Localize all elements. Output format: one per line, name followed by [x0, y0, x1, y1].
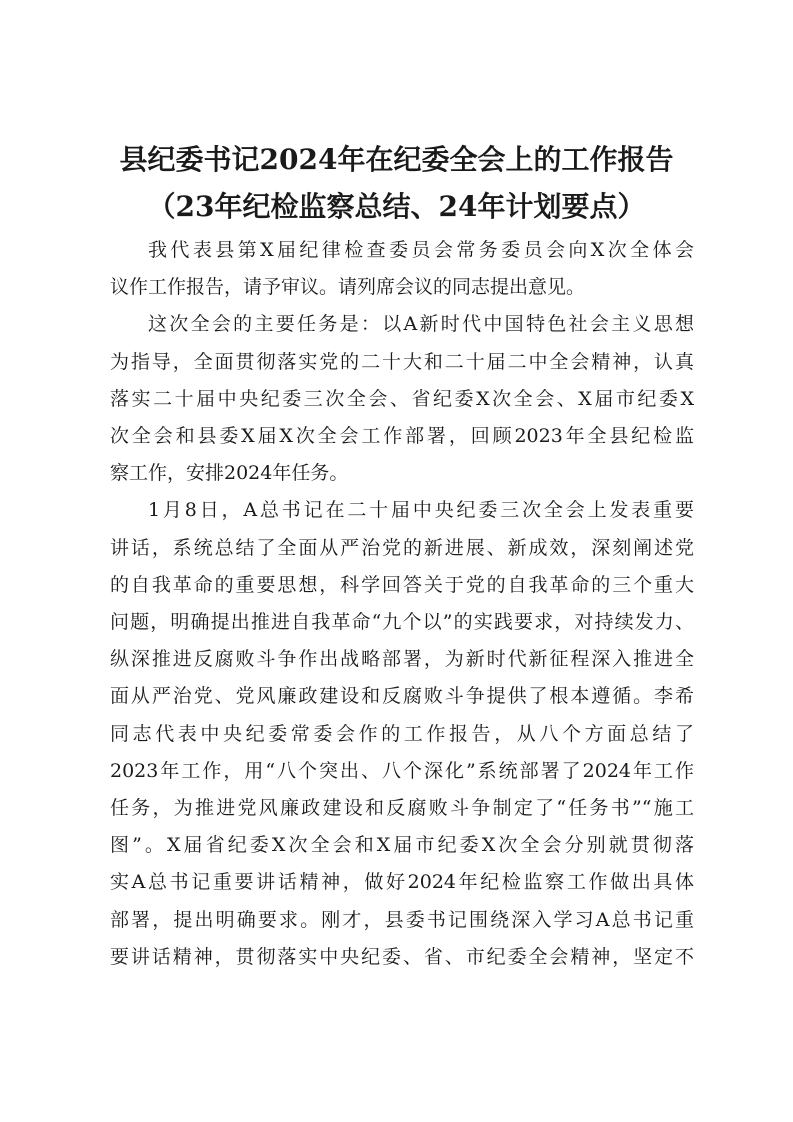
- paragraph-line: 实A总书记重要讲话精神，做好2024年纪检监察工作做出具体: [110, 871, 694, 894]
- paragraph-line: 任务，为推进党风廉政建设和反腐败斗争制定了“任务书”“施工: [110, 797, 694, 820]
- paragraph-line: 面从严治党、党风廉政建设和反腐败斗争提供了根本遵循。李希: [110, 685, 694, 708]
- paragraph-1: [110, 232, 694, 306]
- paragraph-line: 察工作，安排2024年任务。: [110, 462, 349, 485]
- paragraph-line: 2023年工作，用“八个突出、八个深化”系统部署了2024年工作: [110, 759, 694, 782]
- document-title-line-2: （23年纪检监察总结、24年计划要点）: [147, 190, 646, 223]
- paragraph-line: 纵深推进反腐败斗争作出战略部署，为新时代新征程深入推进全: [110, 648, 694, 671]
- paragraph-line: 1月8日，A总书记在二十届中央纪委三次全会上发表重要: [148, 499, 694, 522]
- document-title-line-1: 县纪委书记2024年在纪委全会上的工作报告: [119, 143, 674, 176]
- paragraph-line: 图”。X届省纪委X次全会和X届市纪委X次全会分别就贯彻落: [110, 834, 694, 857]
- paragraph-line: 这次全会的主要任务是：以A新时代中国特色社会主义思想: [148, 313, 694, 336]
- paragraph-3: [110, 492, 694, 976]
- paragraph-line: 要讲话精神，贯彻落实中央纪委、省、市纪委全会精神，坚定不: [110, 945, 694, 968]
- paragraph-line: 讲话，系统总结了全面从严治党的新进展、新成效，深刻阐述党: [110, 536, 694, 559]
- paragraph-line: 次全会和县委X届X次全会工作部署，回顾2023年全县纪检监: [110, 425, 694, 448]
- paragraph-line: 问题，明确提出推进自我革命“九个以”的实践要求，对持续发力、: [110, 611, 694, 634]
- paragraph-2: [110, 306, 694, 492]
- paragraph-line: 部署，提出明确要求。刚才，县委书记围绕深入学习A总书记重: [110, 908, 694, 931]
- paragraph-line: 为指导，全面贯彻落实党的二十大和二十届二中全会精神，认真: [110, 350, 694, 373]
- document-body: [110, 232, 694, 976]
- paragraph-line: 议作工作报告，请予审议。请列席会议的同志提出意见。: [110, 276, 586, 299]
- paragraph-line: 落实二十届中央纪委三次全会、省纪委X次全会、X届市纪委X: [110, 387, 694, 410]
- paragraph-line: 同志代表中央纪委常委会作的工作报告，从八个方面总结了: [110, 722, 694, 745]
- paragraph-line: 的自我革命的重要思想，科学回答关于党的自我革命的三个重大: [110, 573, 694, 596]
- paragraph-line: 我代表县第X届纪律检查委员会常务委员会向X次全体会: [148, 239, 694, 261]
